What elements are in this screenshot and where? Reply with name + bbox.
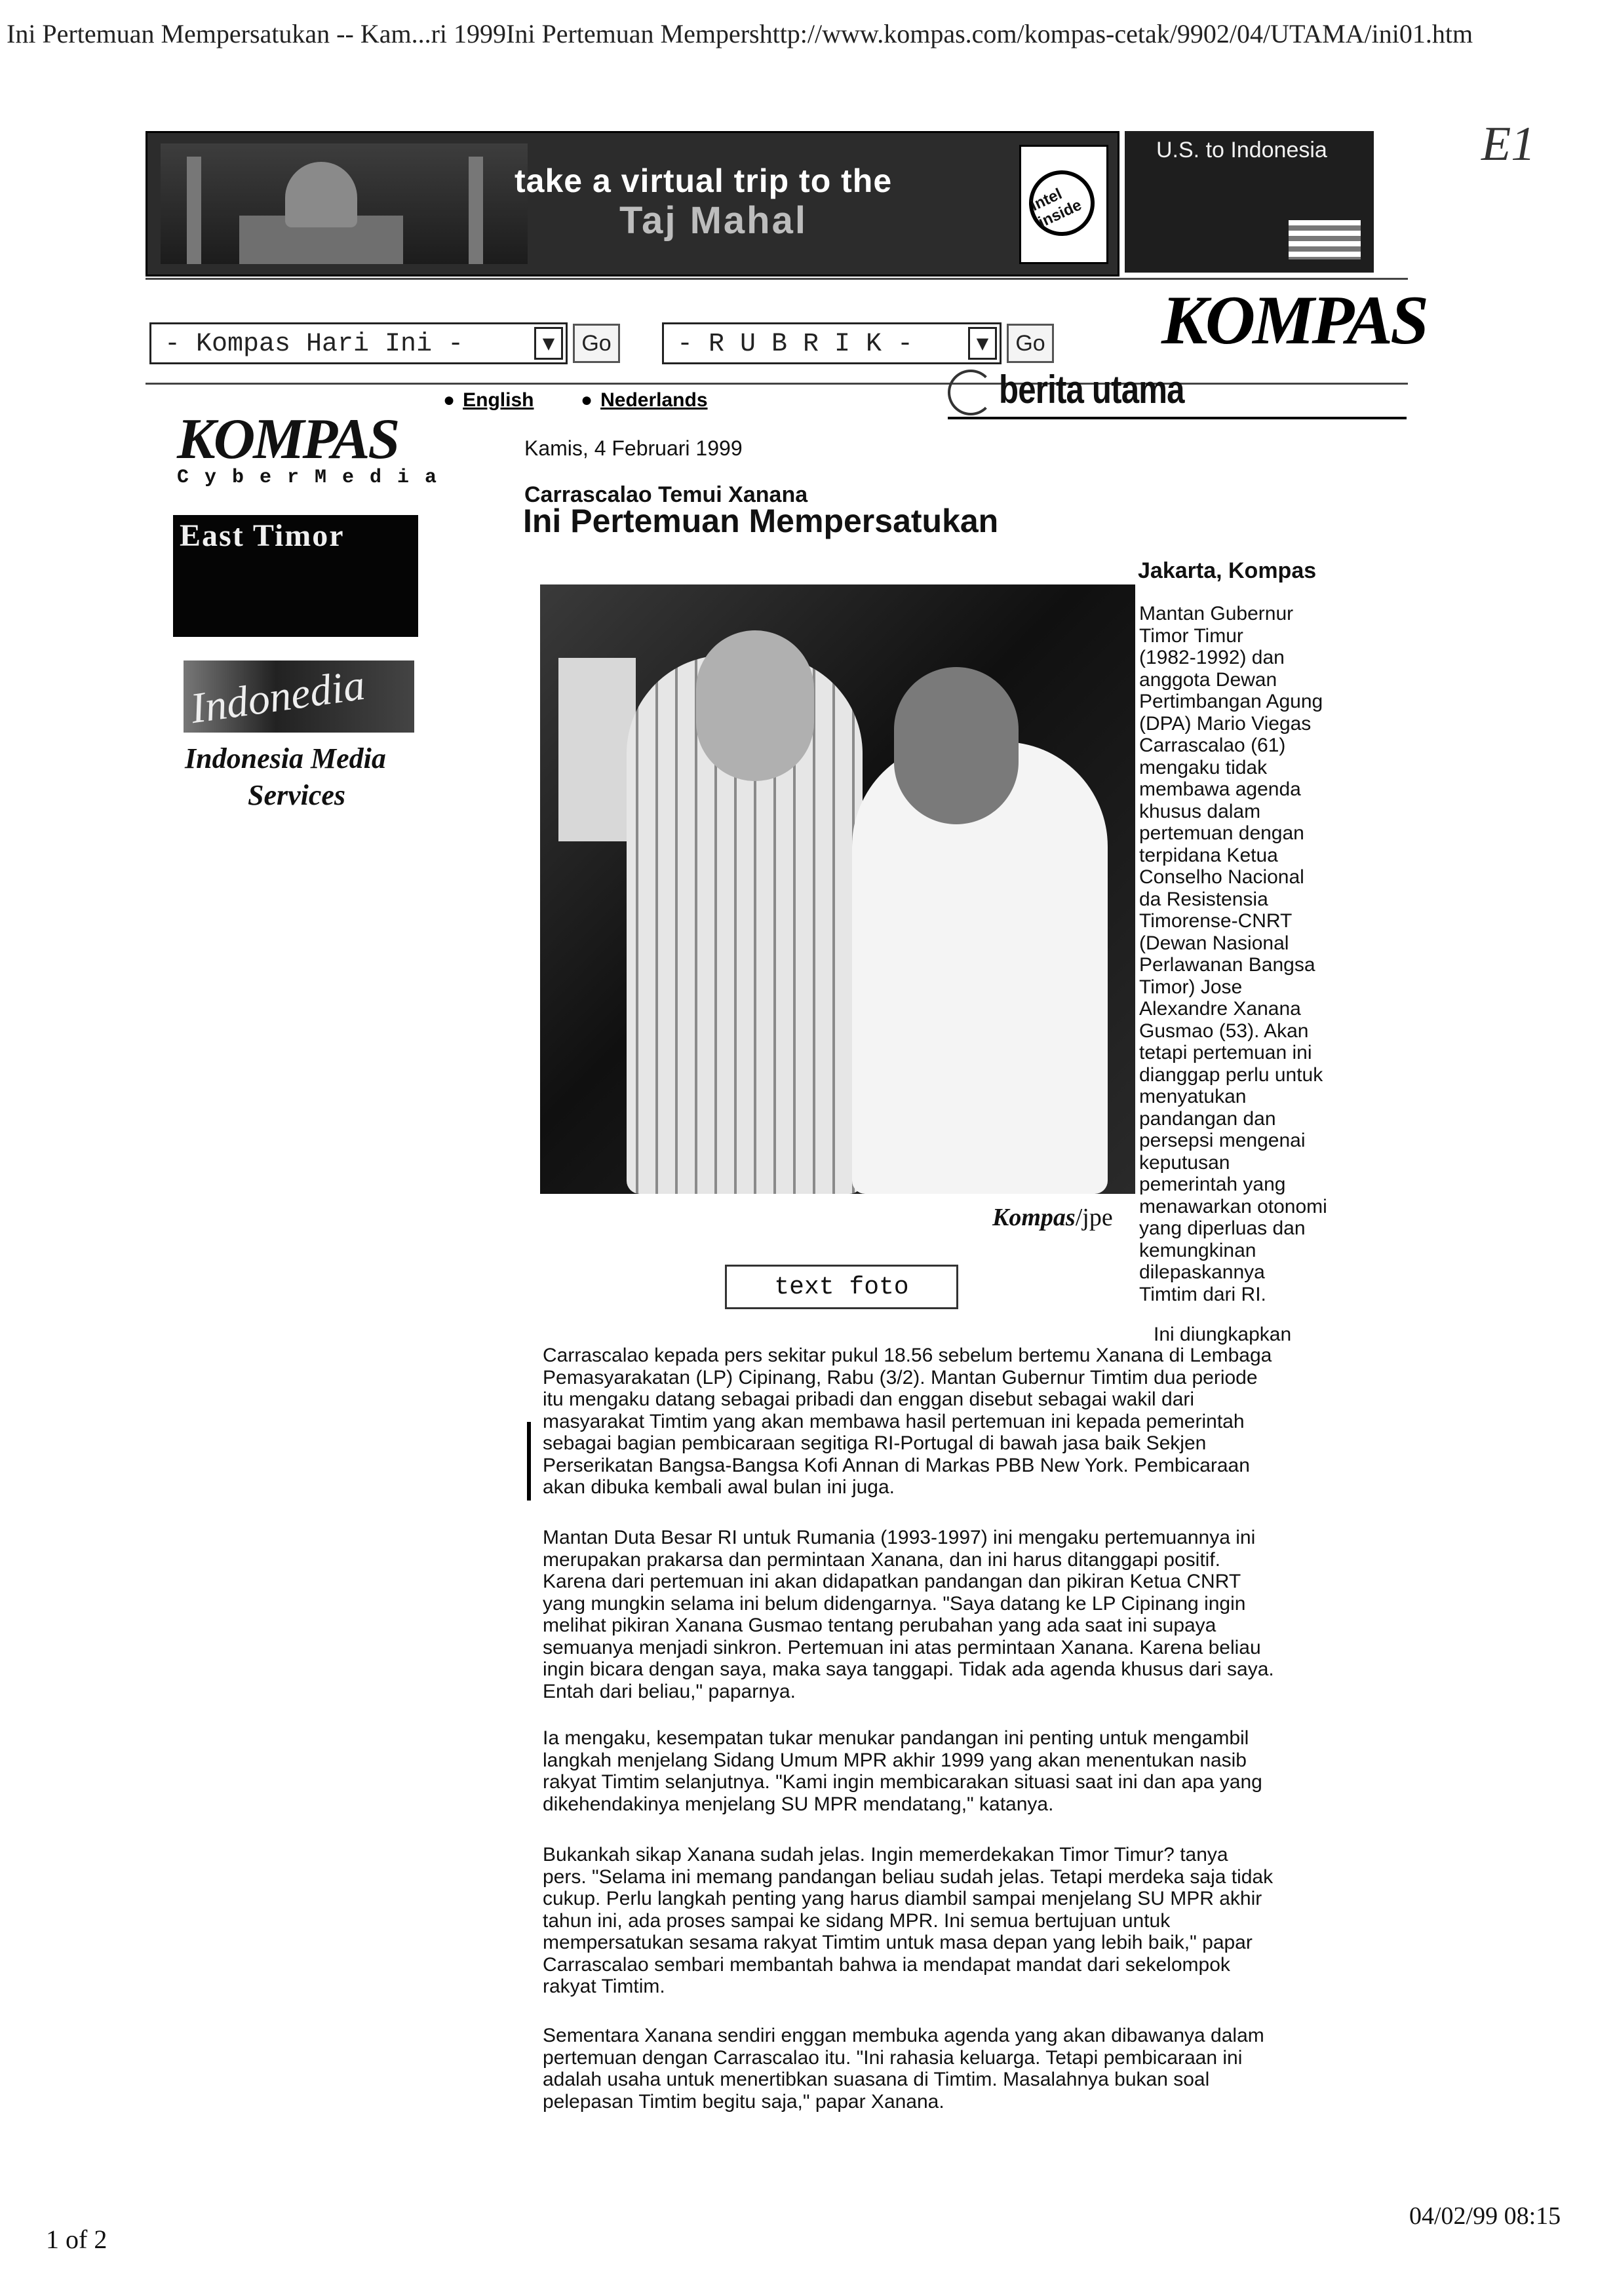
text-line: merupakan prakarsa dan permintaan Xanana, dan ini harus ditanggapi positif. <box>543 1548 1221 1571</box>
intel-badge <box>1019 145 1108 264</box>
english-link[interactable] <box>443 389 534 411</box>
rubrik-select[interactable] <box>662 322 1002 364</box>
text-line: Bukankah sikap Xanana sudah jelas. Ingin memerdekakan Timor Timur? tanya <box>543 1844 1228 1866</box>
kompas-cybermedia-logo[interactable] <box>177 408 453 489</box>
text-line: persepsi mengenai <box>1139 1130 1306 1151</box>
text-line: dianggap perlu untuk <box>1139 1063 1323 1086</box>
text-line: Entah dari beliau," paparnya. <box>543 1680 796 1702</box>
section-title: berita utama <box>999 368 1184 411</box>
scan-artifact <box>527 1422 531 1501</box>
text-line: Perserikatan Bangsa-Bangsa Kofi Annan di Markas PBB New York. Pembicaraan <box>543 1454 1250 1476</box>
text-line: (Dewan Nasional <box>1139 932 1289 954</box>
text-line: Gusmao (53). Akan <box>1139 1020 1309 1042</box>
text-line: ingin bicara dengan saya, maka saya tanggapi. Tidak ada agenda khusus dari saya. <box>543 1658 1274 1680</box>
text-line: sebagai bagian pembicaraan segitiga RI-Portugal di bawah jasa baik Sekjen <box>543 1432 1207 1454</box>
paragraph-2 <box>543 1527 1376 1702</box>
dropdown-arrow-icon[interactable]: ▼ <box>968 327 997 360</box>
intel-inside-icon: intel inside <box>1019 160 1106 247</box>
text-line: (1982-1992) dan <box>1139 647 1285 668</box>
text-line: pemerintah yang <box>1139 1174 1286 1195</box>
select-value: - Kompas Hari Ini - <box>165 330 464 359</box>
text-line: melihat pikiran Xanana Gusmao tentang perubahan yang ada saat ini supaya <box>543 1615 1216 1636</box>
nederlands-link[interactable] <box>581 389 708 411</box>
paragraph-4 <box>543 1844 1376 1998</box>
text-line: menyatukan <box>1139 1086 1247 1107</box>
text-line: pers. "Selama ini memang pandangan beliau sudah jelas. Tetapi merdeka saja tidak <box>543 1866 1274 1888</box>
east-timor-label: East Timor <box>180 518 345 553</box>
cybermedia-logo-subtitle: CyberMedia <box>177 467 453 489</box>
page-number: 1 of 2 <box>46 2225 107 2254</box>
article-dateline: Jakarta, Kompas <box>1138 558 1317 583</box>
text-line: pelepasan Timtim begitu saja," papar Xanana. <box>543 2090 944 2113</box>
article-kicker: Carrascalao Temui Xanana <box>524 482 808 507</box>
text-line: (DPA) Mario Viegas <box>1139 712 1312 735</box>
text-line: anggota Dewan <box>1139 668 1277 691</box>
nederlands-link-label: Nederlands <box>600 389 708 411</box>
paragraph-1-start: Ini diungkapkan <box>1154 1324 1292 1345</box>
text-line: mempersatukan sesama rakyat Timtim untuk masa depan yang lebih baik," papar <box>543 1932 1253 1953</box>
text-foto-button[interactable]: text foto <box>725 1265 958 1309</box>
kompas-logo[interactable]: KOMPAS <box>1161 282 1427 358</box>
indonesia-media-banner[interactable] <box>184 660 414 733</box>
us-to-indonesia-ad[interactable] <box>1125 131 1374 273</box>
indonedia-logo-text: Indonedia <box>187 660 368 733</box>
text-line: pandangan dan <box>1139 1107 1276 1130</box>
text-line: Timtim dari RI. <box>1139 1283 1266 1305</box>
text-line: Carrascalao (61) <box>1139 735 1286 756</box>
go-button-1[interactable]: Go <box>573 324 620 363</box>
text-line: keputusan <box>1139 1151 1230 1174</box>
text-line: dilepaskannya <box>1139 1261 1265 1283</box>
text-line: tahun ini, ada proses sampai ke sidang MPR. Ini semua bertujuan untuk <box>543 1909 1171 1932</box>
text-line: Mantan Duta Besar RI untuk Rumania (1993-1997) ini mengaku pertemuannya ini <box>543 1527 1256 1548</box>
article-lead <box>1139 603 1388 1305</box>
text-line: akan dibuka kembali awal bulan ini juga. <box>543 1476 895 1498</box>
print-header-title-url: Ini Pertemuan Mempersatukan -- Kam...ri 1999Ini Pertemuan Mempershttp://www.kompas.com/kompas-cetak/9902/04/UTAMA/ini01.htm <box>7 19 1473 48</box>
handwritten-mark: E1 <box>1481 117 1536 171</box>
text-line: Timor) Jose <box>1139 976 1243 998</box>
text-line: terpidana Ketua <box>1139 844 1278 866</box>
text-line: masyarakat Timtim yang akan membawa hasil pertemuan ini kepada pemerintah <box>543 1410 1245 1432</box>
indonesia-media-services-link[interactable] <box>185 740 421 814</box>
text-line: semuanya menjadi sinkron. Pertemuan ini atas permintaan Xanana. Karena beliau <box>543 1636 1261 1658</box>
text-line: Conselho Nacional <box>1139 866 1304 888</box>
text-line: langkah menjelang Sidang Umum MPR akhir 1999 yang akan menentukan nasib <box>543 1749 1247 1771</box>
taj-mahal-image <box>161 144 528 264</box>
photo-credit-author: /jpe <box>1075 1204 1113 1231</box>
section-circle-icon <box>948 370 994 415</box>
cybermedia-logo-title: KOMPAS <box>177 408 399 471</box>
text-line: Carrascalao kepada pers sekitar pukul 18.56 sebelum bertemu Xanana di Lembaga <box>543 1345 1272 1366</box>
text-line: cukup. Perlu langkah penting yang harus diambil sampai menjelang SU MPR akhir <box>543 1888 1262 1909</box>
text-line: Carrascalao sembari membantah bahwa ia mendapat mandat dari sekelompok <box>543 1953 1230 1976</box>
text-line: Timor Timur <box>1139 624 1243 647</box>
banner-headline: take a virtual trip to the <box>515 163 893 199</box>
bullet-icon: ● <box>581 389 593 411</box>
text-line: kemungkinan <box>1139 1239 1256 1261</box>
text-line: Sementara Xanana sendiri enggan membuka agenda yang akan dibawanya dalam <box>543 2025 1264 2046</box>
text-line: pertemuan dengan <box>1139 822 1304 844</box>
kompas-hari-ini-select[interactable] <box>149 322 568 364</box>
select-value: - R U B R I K - <box>677 330 914 359</box>
go-button-2[interactable]: Go <box>1007 324 1054 363</box>
paragraph-1 <box>543 1345 1376 1499</box>
text-line: Pemasyarakatan (LP) Cipinang, Rabu (3/2). Mantan Gubernur Timtim dua periode <box>543 1366 1258 1388</box>
text-line: Timorense-CNRT <box>1139 910 1293 932</box>
text-line: Ia mengaku, kesempatan tukar menukar pandangan ini penting untuk mengambil <box>543 1727 1249 1749</box>
text-line: Perlawanan Bangsa <box>1139 954 1315 976</box>
text-line: menawarkan otonomi <box>1139 1195 1327 1217</box>
text-line: Alexandre Xanana <box>1139 998 1301 1020</box>
english-link-label: English <box>463 389 534 411</box>
dropdown-arrow-icon[interactable]: ▼ <box>534 327 563 360</box>
text-line: Pertimbangan Agung <box>1139 691 1323 712</box>
services-label: Services <box>248 779 346 811</box>
photo-credit <box>992 1203 1113 1232</box>
section-header <box>948 367 1407 419</box>
print-timestamp: 04/02/99 08:15 <box>1409 2202 1561 2230</box>
east-timor-link[interactable] <box>173 515 418 637</box>
text-line: da Resistensia <box>1139 888 1268 910</box>
indonesia-media-label: Indonesia Media <box>185 742 386 775</box>
bullet-icon: ● <box>443 389 456 411</box>
text-line: rakyat Timtim selanjutnya. "Kami ingin membicarakan situasi saat ini dan apa yang <box>543 1771 1262 1793</box>
article-headline: Ini Pertemuan Mempersatukan <box>523 503 999 539</box>
text-line: tetapi pertemuan ini <box>1139 1042 1312 1063</box>
text-line: yang mungkin selama ini belum didengarnya. "Saya datang ke LP Cipinang ingin <box>543 1592 1246 1615</box>
text-line: Karena dari pertemuan ini akan didapatkan pandangan dan pikiran Ketua CNRT <box>543 1571 1241 1592</box>
article-date: Kamis, 4 Februari 1999 <box>524 436 743 460</box>
taj-mahal-banner-ad[interactable] <box>146 131 1119 277</box>
text-line: pertemuan dengan Carrascalao itu. "Ini rahasia keluarga. Tetapi pembicaraan ini <box>543 2046 1243 2069</box>
header-divider <box>146 278 1408 280</box>
paragraph-5 <box>543 2025 1376 2113</box>
banner-subheadline: Taj Mahal <box>619 199 808 242</box>
text-line: Mantan Gubernur <box>1139 603 1294 624</box>
text-line: rakyat Timtim. <box>543 1976 665 1997</box>
text-line: mengaku tidak <box>1139 756 1268 778</box>
text-line: dikehendakinya menjelang SU MPR mendatang," katanya. <box>543 1793 1054 1815</box>
us-flag-icon <box>1289 220 1361 259</box>
text-line: itu mengaku datang sebagai pribadi dan enggan disebut sebagai wakil dari <box>543 1388 1195 1410</box>
photo-credit-brand: Kompas <box>992 1204 1076 1231</box>
text-line: adalah usaha untuk menertibkan suasana di Timtim. Masalahnya bukan soal <box>543 2069 1210 2090</box>
text-line: yang diperluas dan <box>1139 1217 1306 1239</box>
paragraph-3 <box>543 1727 1376 1815</box>
us-to-indonesia-label: U.S. to Indonesia <box>1156 138 1327 163</box>
text-line: membawa agenda <box>1139 778 1301 800</box>
text-line: khusus dalam <box>1139 800 1261 822</box>
article-photo <box>540 584 1135 1194</box>
